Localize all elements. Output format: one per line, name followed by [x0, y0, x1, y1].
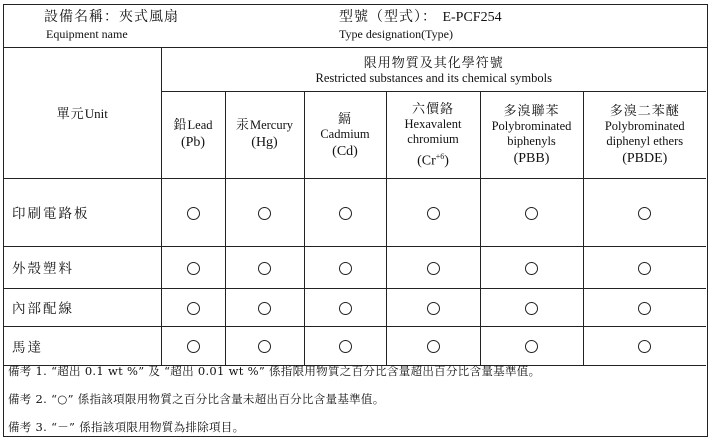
substance-pbde: 多溴二苯醚 Polybrominated diphenyl ethers (PBDE): [583, 91, 706, 178]
circle-mark-icon: [258, 207, 271, 220]
restricted-header: 限用物質及其化學符號 Restricted substances and its chemical symbols: [161, 47, 706, 91]
mark-cell: [225, 246, 304, 288]
circle-mark-icon: [525, 262, 538, 275]
circle-mark-icon: [258, 302, 271, 315]
unit-label: 內部配線: [4, 288, 161, 326]
substance-table: [4, 47, 706, 366]
circle-mark-icon: [427, 340, 440, 353]
table-row: [4, 288, 706, 326]
circle-mark-icon: [339, 262, 352, 275]
unit-label: 外殼塑料: [4, 246, 161, 288]
circle-mark-icon: [427, 262, 440, 275]
circle-mark-icon: [638, 340, 651, 353]
circle-mark-icon: [638, 262, 651, 275]
circle-mark-icon: [187, 302, 200, 315]
table-row: [4, 246, 706, 288]
mark-cell: [304, 246, 386, 288]
substance-pbb: 多溴聯苯 Polybrominated biphenyls (PBB): [480, 91, 583, 178]
mark-cell: [161, 178, 225, 246]
substance-mercury: 汞Mercury (Hg): [225, 91, 304, 178]
mark-cell: [480, 288, 583, 326]
unit-label: 印刷電路板: [4, 178, 161, 246]
mark-cell: [161, 288, 225, 326]
mark-cell: [386, 246, 480, 288]
note-3: 備考 3. “－” 係指該項限用物質為排除項目。: [8, 420, 245, 434]
circle-mark-icon: [525, 302, 538, 315]
circle-mark-icon: [525, 340, 538, 353]
circle-mark-icon: [525, 207, 538, 220]
substance-hexavalent-chromium: 六價鉻 Hexavalent chromium $(Cr^{+6})$: [386, 91, 480, 178]
rohs-declaration-sheet: [3, 4, 708, 437]
table-body: [4, 178, 706, 365]
note-1: 備考 1. “超出 0.1 wt %” 及 “超出 0.01 wt %” 係指限用物質之百分比含量超出百分比含量基準值。: [8, 364, 541, 378]
type-block: [339, 8, 502, 42]
equipment-label-zh: 設備名稱：: [44, 9, 119, 25]
mark-cell: [386, 288, 480, 326]
mark-cell: [583, 178, 706, 246]
mark-cell: [225, 288, 304, 326]
equipment-value: 夾式風扇: [119, 9, 179, 25]
mark-cell: [304, 178, 386, 246]
substance-lead: 鉛Lead (Pb): [161, 91, 225, 178]
mark-cell: [480, 246, 583, 288]
circle-mark-icon: [187, 207, 200, 220]
mark-cell: [583, 288, 706, 326]
note-2: 備考 2. “○” 係指該項限用物質之百分比含量未超出百分比含量基準值。: [8, 392, 385, 406]
mark-cell: [304, 288, 386, 326]
circle-mark-icon: [638, 207, 651, 220]
circle-mark-icon: [339, 340, 352, 353]
circle-mark-icon: [258, 340, 271, 353]
table-row: [4, 178, 706, 246]
equipment-label-en: Equipment name: [46, 27, 128, 41]
type-value: E-PCF254: [442, 10, 502, 25]
circle-mark-icon: [427, 302, 440, 315]
circle-mark-icon: [427, 207, 440, 220]
mark-cell: [386, 178, 480, 246]
unit-label: 馬達: [4, 326, 161, 365]
mark-cell: [480, 178, 583, 246]
type-label-zh: 型號（型式）：: [339, 9, 437, 25]
notes: [4, 354, 707, 436]
equipment-block: [44, 8, 179, 42]
header: [4, 5, 707, 48]
circle-mark-icon: [187, 262, 200, 275]
unit-header: 單元Unit: [4, 47, 161, 178]
mark-cell: [583, 246, 706, 288]
circle-mark-icon: [339, 207, 352, 220]
substance-cadmium: 鎘 Cadmium (Cd): [304, 91, 386, 178]
circle-mark-icon: [638, 302, 651, 315]
circle-mark-icon: [187, 340, 200, 353]
type-label-en: Type designation(Type): [339, 27, 453, 41]
mark-cell: [225, 178, 304, 246]
circle-mark-icon: [339, 302, 352, 315]
mark-cell: [161, 246, 225, 288]
circle-mark-icon: [258, 262, 271, 275]
